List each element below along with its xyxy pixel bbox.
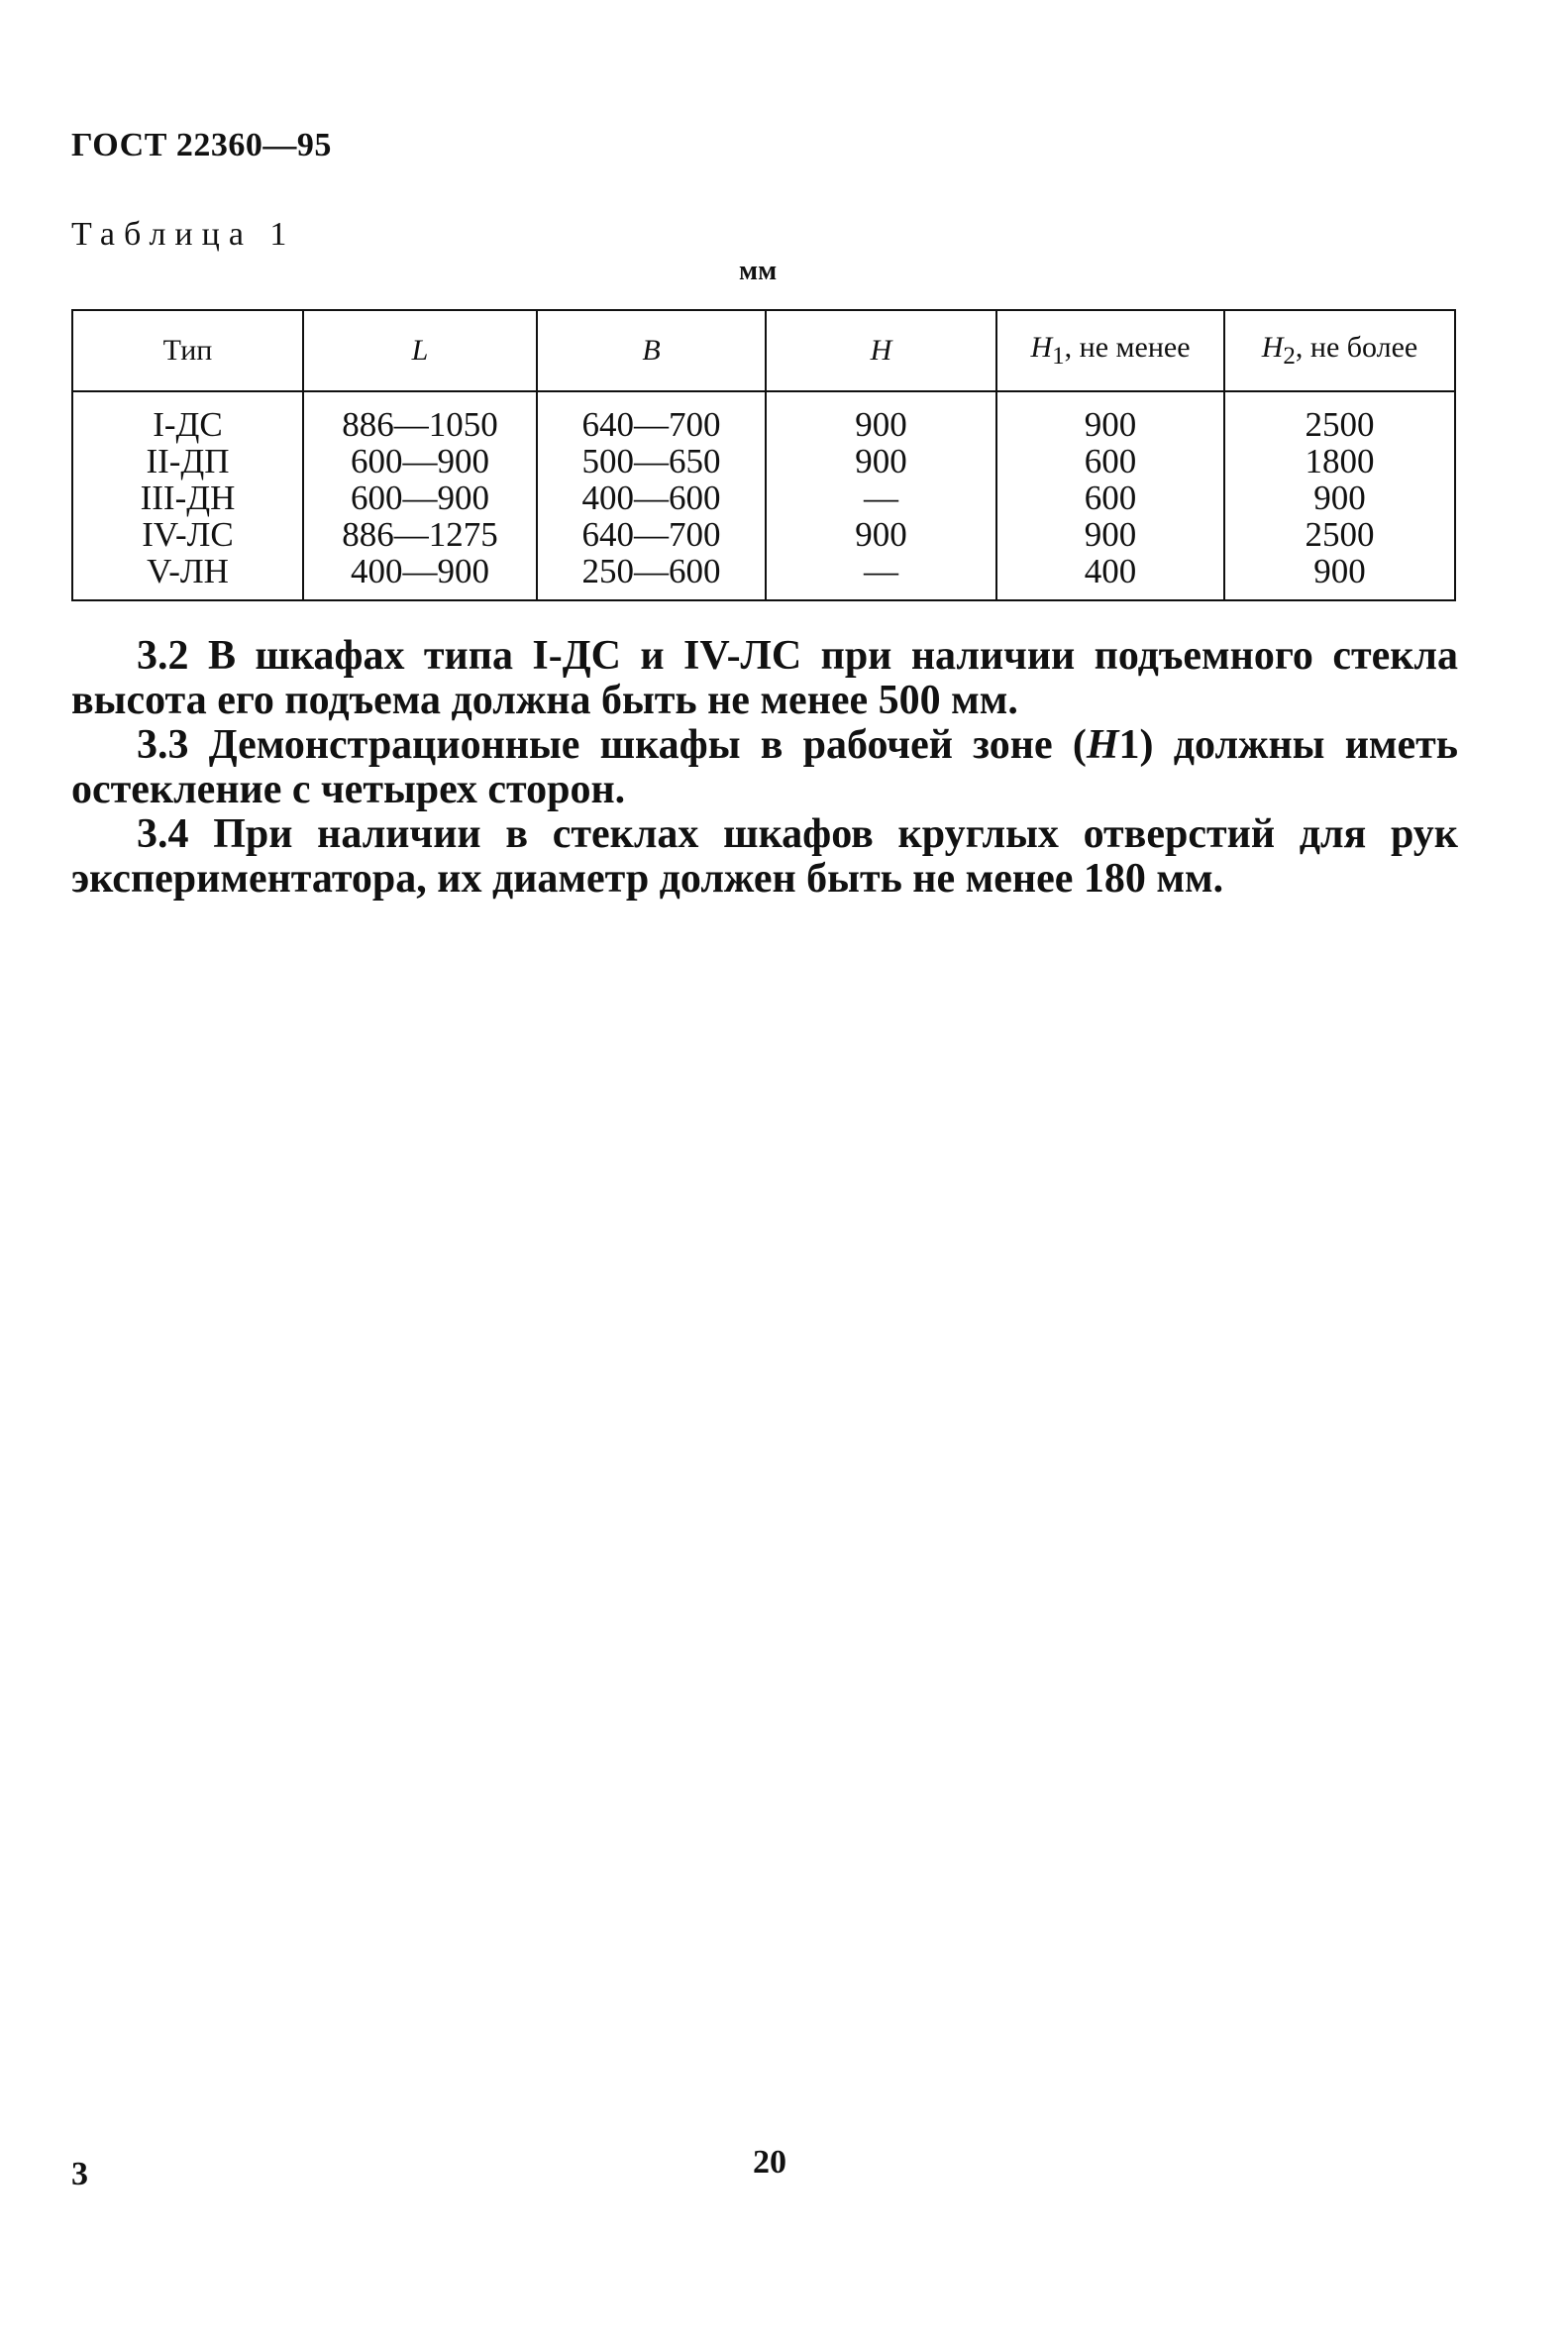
h2-symbol: H	[1261, 331, 1284, 364]
h1-qualifier: , не менее	[1064, 331, 1191, 364]
col-header-l	[303, 310, 537, 391]
table-cell: 900	[1313, 552, 1366, 590]
table-cell: II-ДП	[146, 442, 230, 480]
paragraph-3-3	[71, 723, 1458, 812]
table-cell: 886—1275	[342, 515, 498, 554]
h2-subscript: 2	[1283, 343, 1296, 370]
table-cell: 1800	[1305, 442, 1375, 480]
table-cell: 900	[1313, 479, 1366, 517]
table-cell: 900	[855, 442, 907, 480]
col-header-b	[537, 310, 766, 391]
col-h-cell	[766, 391, 996, 600]
col-header-h1	[996, 310, 1224, 391]
table-cell: 886—1050	[342, 405, 498, 444]
table-cell: 400—600	[581, 479, 721, 517]
page-number: 20	[753, 2144, 786, 2181]
col-header-h	[766, 310, 996, 391]
table-cell: 500—650	[581, 442, 721, 480]
col-header-b-symbol: B	[642, 334, 661, 367]
table-cell: 640—700	[581, 405, 721, 444]
h1-subscript: 1	[1052, 343, 1065, 370]
table-cell: 2500	[1305, 405, 1375, 444]
col-header-type: Тип	[72, 310, 303, 391]
table-cell: 900	[1084, 405, 1137, 444]
col-h2-cell	[1224, 391, 1455, 600]
table-cell: 600—900	[351, 442, 489, 480]
table-cell: 600	[1084, 479, 1137, 517]
document-header: ГОСТ 22360—95	[71, 127, 332, 163]
table-cell: 900	[1084, 515, 1137, 554]
table-cell: I-ДС	[153, 405, 223, 444]
col-header-l-symbol: L	[411, 334, 429, 367]
table-cell: 400—900	[351, 552, 489, 590]
table-cell: 2500	[1305, 515, 1375, 554]
table-caption: Таблица 1	[71, 216, 296, 253]
body-text	[71, 634, 1458, 902]
paragraph-3-4: 3.4 При наличии в стеклах шкафов круглых отверстий для рук экспериментатора, их диаметр должен быть не менее 180 мм.	[71, 811, 1458, 902]
table-cell: 900	[855, 405, 907, 444]
p33-text-after: ) должны иметь остекление с четырех сторон.	[71, 722, 1459, 812]
h1-symbol: H	[1030, 331, 1053, 364]
table-body-row	[72, 391, 1455, 600]
dimensions-table	[71, 309, 1456, 601]
table-cell: III-ДН	[140, 479, 236, 517]
col-l-cell	[303, 391, 537, 600]
p33-text-before: 3.3 Демонстрационные шкафы в рабочей зоне (	[137, 722, 1087, 768]
table-cell: 400	[1084, 552, 1137, 590]
paragraph-3-2: 3.2 В шкафах типа I-ДС и IV-ЛС при наличии подъемного стекла высота его подъема должна быть не менее 500 мм.	[71, 633, 1458, 723]
p33-subscript: 1	[1118, 722, 1140, 768]
table-cell: 640—700	[581, 515, 721, 554]
table-cell: IV-ЛС	[142, 515, 234, 554]
table-cell: —	[864, 552, 898, 590]
table-cell: 250—600	[581, 552, 721, 590]
p33-symbol: H	[1086, 722, 1119, 768]
col-b-cell	[537, 391, 766, 600]
table-cell: 600	[1084, 442, 1137, 480]
table-cell: 600—900	[351, 479, 489, 517]
col-type-cell	[72, 391, 303, 600]
footer-mark: 3	[71, 2156, 88, 2192]
h2-qualifier: , не более	[1295, 331, 1418, 364]
table-cell: 900	[855, 515, 907, 554]
table-header-row	[72, 310, 1455, 391]
col-header-h-symbol: H	[870, 334, 892, 367]
table-cell: V-ЛН	[147, 552, 229, 590]
col-header-h2	[1224, 310, 1455, 391]
table-cell: —	[864, 479, 898, 517]
table-units: мм	[739, 256, 778, 286]
col-h1-cell	[996, 391, 1224, 600]
